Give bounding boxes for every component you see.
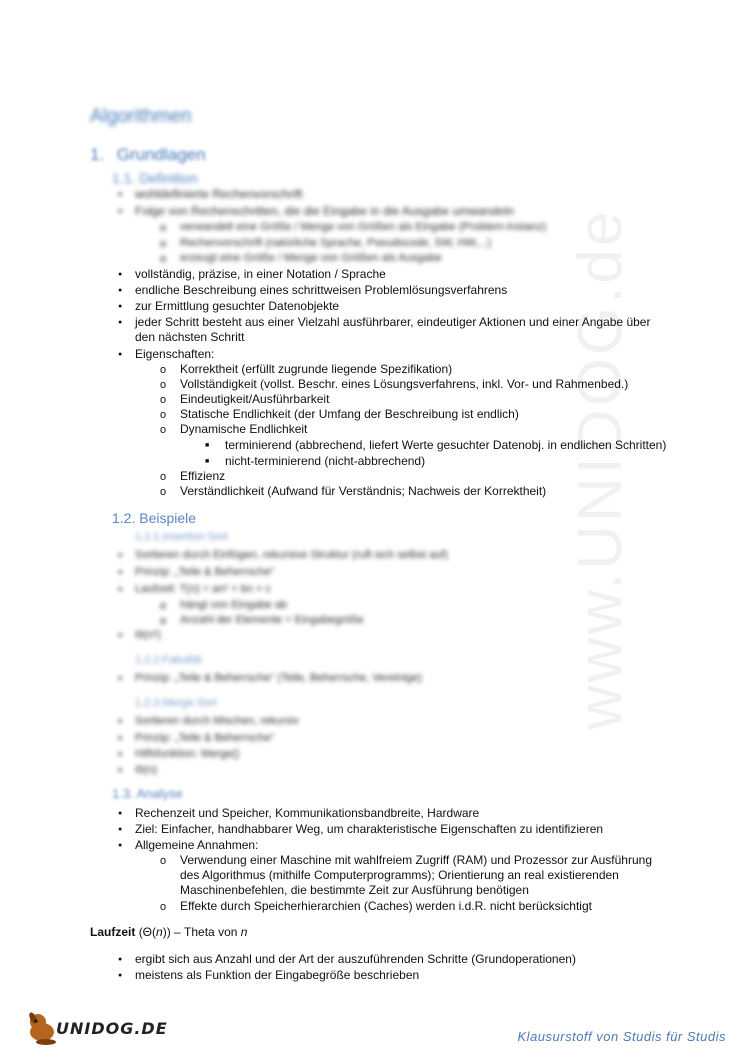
bullet-dot xyxy=(118,548,122,565)
list-item: Allgemeine Annahmen: xyxy=(135,838,259,852)
bullet-circle xyxy=(160,220,166,236)
subheading-beispiele: 1.2. Beispiele xyxy=(112,510,197,526)
blurred-list-item: Rechenvorschrift (natürliche Sprache, Pseudocode, SW, HW,...) xyxy=(180,237,492,249)
bullet-circle xyxy=(160,251,166,267)
blurred-list-item: Prinzip: „Teile & Beherrsche“ xyxy=(135,732,275,744)
laufzeit-label: Laufzeit xyxy=(90,925,136,939)
list-item: ergibt sich aus Anzahl und der Art der auszuführenden Schritte (Grundoperationen) xyxy=(135,952,576,966)
bullet-dot xyxy=(118,267,122,284)
bullet-dot xyxy=(118,283,122,300)
blurred-list-item: Prinzip: „Teile & Beherrsche“ xyxy=(135,566,275,578)
list-item: terminierend (abbrechend, liefert Werte gesuchter Datenobj. in endlichen Schritten) xyxy=(225,438,667,452)
blurred-list-item: Prinzip: „Teile & Beherrsche“ (Teile, Beherrsche, Vereinige) xyxy=(135,672,422,684)
blurred-list-item: Sortieren durch Einfügen, rekursive Struktur (ruft sich selbst auf) xyxy=(135,549,449,561)
list-item: Eindeutigkeit/Ausführbarkeit xyxy=(180,392,330,406)
blurred-list-item: Sortieren durch Mischen, rekursiv xyxy=(135,715,299,727)
footer-tagline: Klausurstoff von Studis für Studis xyxy=(517,1029,726,1044)
blurred-list-item: Folge von Rechenschritten, die die Eingabe in die Ausgabe umwandeln xyxy=(135,204,514,218)
bullet-dot xyxy=(118,822,122,839)
bullet-dot xyxy=(118,968,122,985)
bullet-dot xyxy=(118,747,122,764)
list-item: Verwendung einer Maschine mit wahlfreiem Zugriff (RAM) und Prozessor zur Ausführung des Algorithmus (mithilfe Computerprogramms); Orientierung an real existierenden Maschinenbefehlen, die bestimmte Zeit zur Ausführung benötigen xyxy=(180,853,652,897)
blurred-list-item: Hilfsfunktion: Merge() xyxy=(135,748,240,760)
bullet-dot xyxy=(118,806,122,823)
list-item: Verständlichkeit (Aufwand für Verständnis; Nachweis der Korrektheit) xyxy=(180,484,547,498)
laufzeit-heading xyxy=(90,925,247,940)
bullet-dot xyxy=(118,714,122,731)
list-item: vollständig, präzise, in einer Notation / Sprache xyxy=(135,267,386,281)
list-item: Korrektheit (erfüllt zugrunde liegende Spezifikation) xyxy=(180,362,453,376)
bullet-dot xyxy=(118,838,122,855)
subheading-fakultaet: 1.2.2.Fakultät xyxy=(135,654,202,666)
subheading-merge-sort: 1.2.3.Merge Sort xyxy=(135,697,217,709)
blurred-list-item: wohldefinierte Rechenvorschrift xyxy=(135,187,303,201)
bullet-circle xyxy=(160,377,166,393)
list-item: Effekte durch Speicherhierarchien (Caches) werden i.d.R. nicht berücksichtigt xyxy=(180,899,592,913)
bullet-circle xyxy=(160,484,166,500)
list-item: Dynamische Endlichkeit xyxy=(180,422,308,436)
bullet-circle xyxy=(160,236,166,252)
blurred-list-item: hängt von Eingabe ab xyxy=(180,599,288,611)
laufzeit-desc: – Theta von xyxy=(170,925,241,939)
section-number: 1. xyxy=(90,145,105,164)
bullet-dot xyxy=(118,952,122,969)
bullet-circle xyxy=(160,469,166,485)
watermark: www.UNIDOG.de xyxy=(566,208,635,730)
bullet-circle xyxy=(160,853,166,869)
bullet-dot xyxy=(118,187,122,204)
subheading-analyse: 1.3. Analyse xyxy=(112,786,183,801)
bullet-dot xyxy=(118,731,122,748)
bullet-dot xyxy=(118,565,122,582)
list-item: Statische Endlichkeit (der Umfang der Beschreibung ist endlich) xyxy=(180,407,519,421)
bullet-circle xyxy=(160,899,166,915)
bullet-dot xyxy=(118,204,122,221)
bullet-dot xyxy=(118,315,122,332)
list-item: nicht-terminierend (nicht-abbrechend) xyxy=(225,454,426,468)
bullet-circle xyxy=(160,392,166,408)
bullet-circle xyxy=(160,362,166,378)
theta-close: )) xyxy=(162,925,171,939)
bullet-dot xyxy=(118,347,122,364)
bullet-circle xyxy=(160,407,166,423)
section-heading-grundlagen xyxy=(90,145,206,165)
blurred-list-item: verwandelt eine Größe / Menge von Größen als Eingabe (Problem-Instanz) xyxy=(180,221,547,233)
list-item: meistens als Funktion der Eingabegröße beschrieben xyxy=(135,968,420,982)
blurred-list-item: erzeugt eine Größe / Menge von Größen als Ausgabe xyxy=(180,252,442,264)
blurred-list-item: Anzahl der Elemente = Eingabegröße xyxy=(180,614,364,626)
list-item: endliche Beschreibung eines schrittweisen Problemlösungsverfahrens xyxy=(135,283,508,297)
document-title: Algorithmen xyxy=(90,106,192,127)
section-label: Grundlagen xyxy=(116,145,206,164)
list-item: jeder Schritt besteht aus einer Vielzahl ausführbarer, eindeutiger Aktionen und einer Angabe über den nächsten Schritt xyxy=(135,315,651,344)
variable-n: n xyxy=(156,925,163,939)
blurred-list-item: Θ(n²) xyxy=(135,629,161,641)
subheading-definition: 1.1. Definition xyxy=(112,170,198,186)
blurred-list-item: Laufzeit: T(n) = an² + bn + c xyxy=(135,583,271,595)
theta-open: (Θ( xyxy=(138,925,157,939)
blurred-list-item: Θ(n) xyxy=(135,764,157,776)
list-item: Rechenzeit und Speicher, Kommunikationsbandbreite, Hardware xyxy=(135,806,480,820)
list-item: Vollständigkeit (vollst. Beschr. eines Lösungsverfahrens, inkl. Vor- und Rahmenbed.) xyxy=(180,377,629,391)
bullet-circle xyxy=(160,613,166,629)
bullet-dot xyxy=(118,671,122,688)
bullet-dot xyxy=(118,763,122,780)
unidog-logo-text: UNIDOG.DE xyxy=(56,1019,168,1038)
bullet-circle xyxy=(160,598,166,614)
subheading-insertion-sort: 1.2.1.Insertion Sort xyxy=(135,531,228,543)
bullet-dot xyxy=(118,299,122,316)
list-item: Effizienz xyxy=(180,469,226,483)
bullet-dot xyxy=(118,628,122,645)
list-item: Eigenschaften: xyxy=(135,347,215,361)
variable-n: n xyxy=(240,925,248,939)
bullet-square xyxy=(205,438,209,455)
bullet-dot xyxy=(118,582,122,599)
list-item: zur Ermittlung gesuchter Datenobjekte xyxy=(135,299,340,313)
list-item: Ziel: Einfacher, handhabbarer Weg, um charakteristische Eigenschaften zu identifizieren xyxy=(135,822,604,836)
bullet-circle xyxy=(160,422,166,438)
